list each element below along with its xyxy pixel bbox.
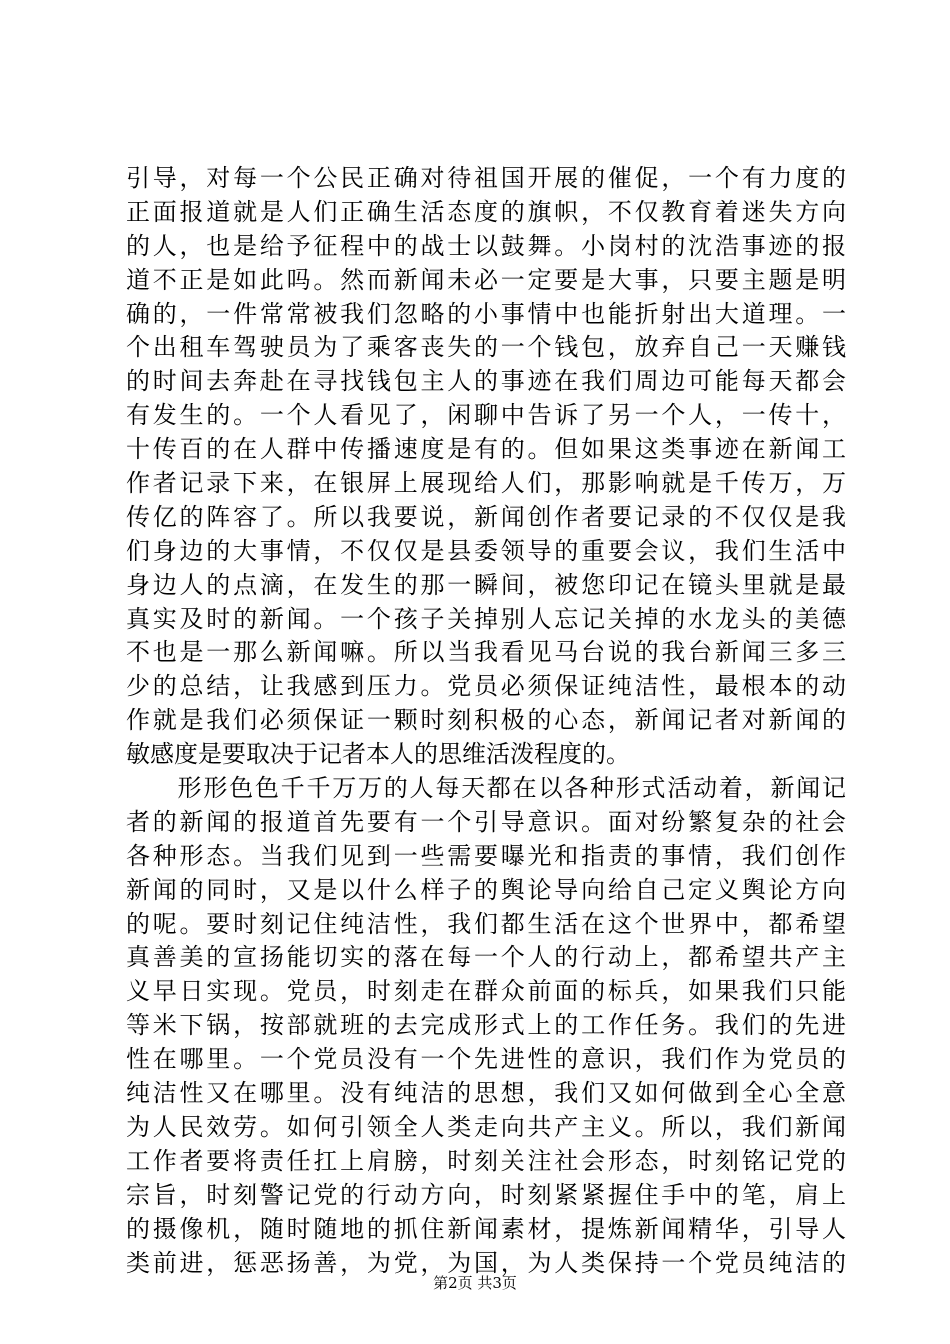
text-line: 引导，对每一个公民正确对待祖国开展的催促，一个有力度的 [126,164,846,192]
text-line: 性在哪里。一个党员没有一个先进性的意识，我们作为党员的 [126,1045,846,1074]
text-line: 确的，一件常常被我们忽略的小事情中也能折射出大道理。一 [126,299,846,328]
text-line: 纯洁性又在哪里。没有纯洁的思想，我们又如何做到全心全意 [126,1079,846,1108]
text-line: 真实及时的新闻。一个孩子关掉别人忘记关掉的水龙头的美德 [126,604,846,633]
text-line: 们身边的大事情，不仅仅是县委领导的重要会议，我们生活中 [126,536,846,565]
page-footer [0,1272,950,1293]
text-line: 新闻的同时，又是以什么样子的舆论导向给自己定义舆论方向 [126,875,846,904]
text-line: 传亿的阵容了。所以我要说，新闻创作者要记录的不仅仅是我 [126,502,846,531]
text-line: 正面报道就是人们正确生活态度的旗帜，不仅教育着迷失方向 [126,197,846,226]
text-line: 作就是我们必须保证一颗时刻积极的心态，新闻记者对新闻的 [126,706,846,735]
text-line: 类前进，惩恶扬善，为党，为国，为人类保持一个党员纯洁的 [126,1248,846,1277]
text-line: 的呢。要时刻记住纯洁性，我们都生活在这个世界中，都希望 [126,909,846,938]
text-line: 等米下锅，按部就班的去完成形式上的工作任务。我们的先进 [126,1011,846,1040]
text-line: 个出租车驾驶员为了乘客丧失的一个钱包，放弃自己一天赚钱 [126,333,846,362]
paragraph-2 [126,772,846,1280]
text-line: 为人民效劳。如何引领全人类走向共产主义。所以，我们新闻 [126,1112,846,1141]
text-line: 宗旨，时刻警记党的行动方向，时刻紧紧握住手中的笔，肩上 [126,1180,846,1209]
text-line: 有发生的。一个人看见了，闲聊中告诉了另一个人，一传十， [126,401,846,430]
text-line: 义早日实现。党员，时刻走在群众前面的标兵，如果我们只能 [126,977,846,1006]
paragraph-1 [126,162,846,772]
page-number: 第2页 共3页 [433,1274,517,1292]
text-line: 各种形态。当我们见到一些需要曝光和指责的事情，我们创作 [126,841,846,870]
text-line: 的时间去奔赴在寻找钱包主人的事迹在我们周边可能每天都会 [126,367,846,396]
text-line: 的人，也是给予征程中的战士以鼓舞。小岗村的沈浩事迹的报 [126,231,846,260]
text-line: 工作者要将责任扛上肩膀，时刻关注社会形态，时刻铭记党的 [126,1146,846,1175]
text-line: 身边人的点滴，在发生的那一瞬间，被您印记在镜头里就是最 [126,570,846,599]
text-line: 少的总结，让我感到压力。党员必须保证纯洁性，最根本的动 [126,672,846,701]
text-line: 真善美的宣扬能切实的落在每一个人的行动上，都希望共产主 [126,943,846,972]
text-line: 者的新闻的报道首先要有一个引导意识。面对纷繁复杂的社会 [126,807,846,836]
text-line: 道不正是如此吗。然而新闻未必一定要是大事，只要主题是明 [126,265,846,294]
text-line: 敏感度是要取决于记者本人的思维活泼程度的。 [126,740,630,769]
text-line: 作者记录下来，在银屏上展现给人们，那影响就是千传万，万 [126,469,846,498]
text-line: 形形色色千千万万的人每天都在以各种形式活动着，新闻记 [126,774,846,803]
body-text [126,162,846,1280]
text-line: 不也是一那么新闻嘛。所以当我看见马台说的我台新闻三多三 [126,638,846,667]
text-line: 的摄像机，随时随地的抓住新闻素材，提炼新闻精华，引导人 [126,1214,846,1243]
text-line: 十传百的在人群中传播速度是有的。但如果这类事迹在新闻工 [126,435,846,464]
